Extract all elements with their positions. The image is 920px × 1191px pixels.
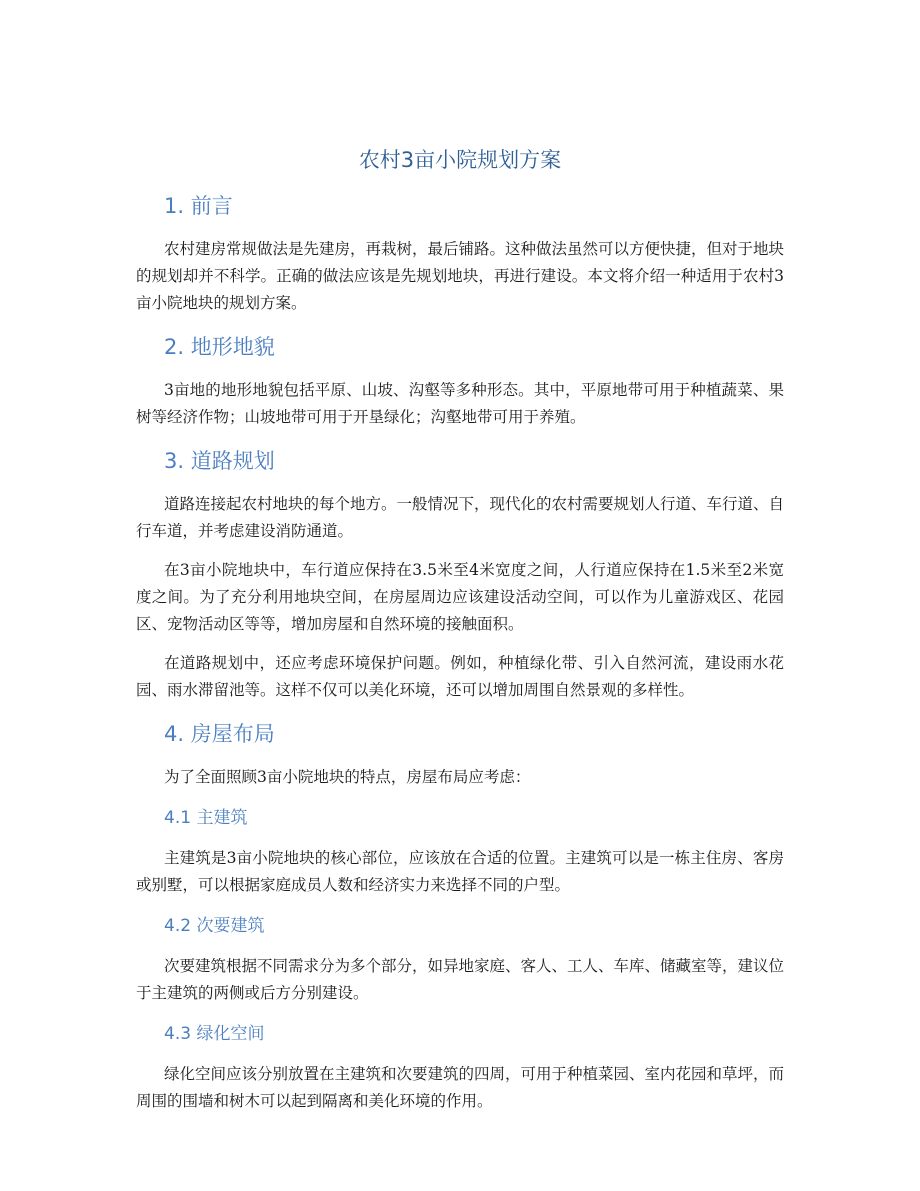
- paragraph: 3亩地的地形地貌包括平原、山坡、沟壑等多种形态。其中，平原地带可用于种植蔬菜、果树等经济作物；山坡地带可用于开垦绿化；沟壑地带可用于养殖。: [136, 381, 784, 426]
- document-body: [136, 140, 784, 1127]
- subsection-heading-green-space: 4.3 绿化空间: [164, 1024, 265, 1044]
- document-title: 农村3亩小院规划方案: [358, 148, 562, 172]
- section-heading-preface: 1. 前言: [164, 194, 233, 218]
- subsection-heading-main-building: 4.1 主建筑: [164, 808, 248, 828]
- paragraph: 农村建房常规做法是先建房，再栽树，最后铺路。这种做法虽然可以方便快捷，但对于地块的规划却并不科学。正确的做法应该是先规划地块，再进行建设。本文将介绍一种适用于农村3亩小院地块的规划方案。: [136, 240, 785, 312]
- paragraph: 道路连接起农村地块的每个地方。一般情况下，现代化的农村需要规划人行道、车行道、自行车道，并考虑建设消防通道。: [136, 495, 785, 540]
- subsection-heading-secondary-building: 4.2 次要建筑: [164, 916, 265, 936]
- section-heading-roads: 3. 道路规划: [164, 449, 275, 473]
- section-heading-house-layout: 4. 房屋布局: [164, 722, 275, 746]
- paragraph: 主建筑是3亩小院地块的核心部位，应该放在合适的位置。主建筑可以是一栋主住房、客房或别墅，可以根据家庭成员人数和经济实力来选择不同的户型。: [136, 849, 784, 894]
- paragraph: 在3亩小院地块中，车行道应保持在3.5米至4米宽度之间，人行道应保持在1.5米至2米宽度之间。为了充分利用地块空间，在房屋周边应该建设活动空间，可以作为儿童游戏区、花园区、宠物活动区等等，增加房屋和自然环境的接触面积。: [136, 561, 784, 633]
- section-heading-terrain: 2. 地形地貌: [164, 335, 275, 359]
- paragraph: 为了全面照顾3亩小院地块的特点，房屋布局应考虑：: [164, 768, 531, 786]
- paragraph: 次要建筑根据不同需求分为多个部分，如异地家庭、客人、工人、车库、储藏室等，建议位于主建筑的两侧或后方分别建设。: [136, 957, 785, 1002]
- paragraph: 绿化空间应该分别放置在主建筑和次要建筑的四周，可用于种植菜园、室内花园和草坪，而周围的围墙和树木可以起到隔离和美化环境的作用。: [136, 1065, 785, 1110]
- paragraph: 在道路规划中，还应考虑环境保护问题。例如，种植绿化带、引入自然河流，建设雨水花园、雨水滞留池等。这样不仅可以美化环境，还可以增加周围自然景观的多样性。: [136, 654, 784, 699]
